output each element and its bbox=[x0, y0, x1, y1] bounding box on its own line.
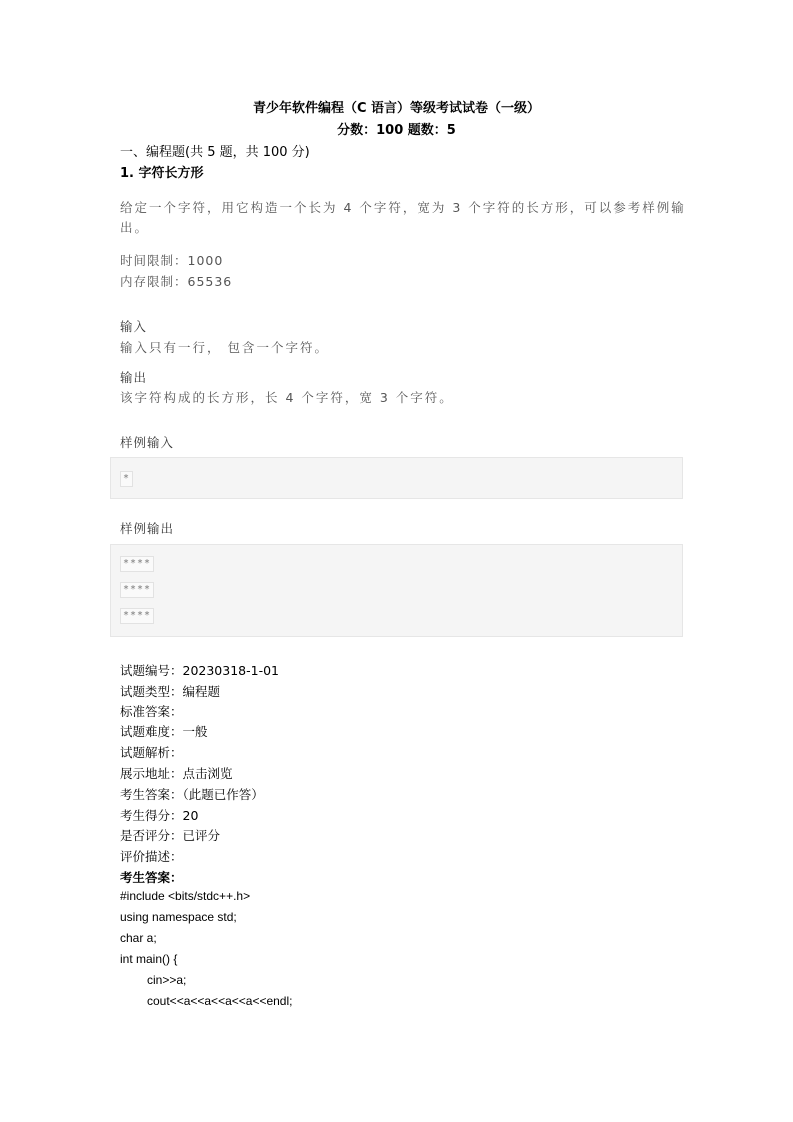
meta-candidate-answer: 考生答案：（此题已作答） bbox=[120, 787, 264, 802]
code-line: cin>>a; bbox=[147, 973, 187, 987]
time-limit: 时间限制：1000 bbox=[120, 253, 224, 268]
sample-input-box bbox=[110, 457, 683, 499]
code-line: char a; bbox=[120, 931, 157, 945]
sample-output-heading: 样例输出 bbox=[120, 521, 175, 536]
meta-evaluation: 评价描述： bbox=[120, 849, 183, 864]
section-heading: 一、编程题(共 5 题，共 100 分) bbox=[120, 145, 310, 160]
code-line: #include <bits/stdc++.h> bbox=[120, 889, 251, 903]
meta-score: 考生得分：20 bbox=[120, 808, 199, 823]
exam-score-line: 分数：100 题数：5 bbox=[337, 123, 456, 138]
output-heading: 输出 bbox=[120, 370, 148, 385]
meta-difficulty: 试题难度：一般 bbox=[120, 724, 208, 739]
memory-limit: 内存限制：65536 bbox=[120, 274, 233, 289]
sample-output-line: **** bbox=[120, 582, 154, 598]
exam-title: 青少年软件编程（C 语言）等级考试试卷（一级） bbox=[252, 101, 541, 116]
problem-description-line1: 给定一个字符，用它构造一个长为 4 个字符，宽为 3 个字符的长方形，可以参考样例输 bbox=[120, 200, 686, 215]
meta-graded: 是否评分：已评分 bbox=[120, 828, 221, 843]
meta-standard-answer: 标准答案： bbox=[120, 704, 183, 719]
meta-question-id: 试题编号：20230318-1-01 bbox=[120, 663, 280, 678]
sample-input-line: * bbox=[120, 471, 133, 487]
sample-output-line: **** bbox=[120, 556, 154, 572]
code-line: int main() { bbox=[120, 952, 178, 966]
sample-output-box bbox=[110, 544, 683, 637]
output-text: 该字符构成的长方形，长 4 个字符，宽 3 个字符。 bbox=[120, 390, 454, 405]
candidate-answer-heading: 考生答案： bbox=[120, 870, 183, 885]
meta-display-link: 展示地址：点击浏览 bbox=[120, 766, 233, 781]
meta-analysis: 试题解析： bbox=[120, 745, 183, 760]
problem-description-line2: 出。 bbox=[120, 220, 150, 235]
sample-input-heading: 样例输入 bbox=[120, 435, 175, 450]
input-text: 输入只有一行， 包含一个字符。 bbox=[120, 340, 329, 355]
code-line: cout<<a<<a<<a<<a<<endl; bbox=[147, 994, 293, 1008]
code-line: using namespace std; bbox=[120, 910, 237, 924]
input-heading: 输入 bbox=[120, 319, 148, 334]
sample-output-line: **** bbox=[120, 608, 154, 624]
meta-question-type: 试题类型：编程题 bbox=[120, 684, 221, 699]
question-title: 1. 字符长方形 bbox=[120, 166, 204, 181]
